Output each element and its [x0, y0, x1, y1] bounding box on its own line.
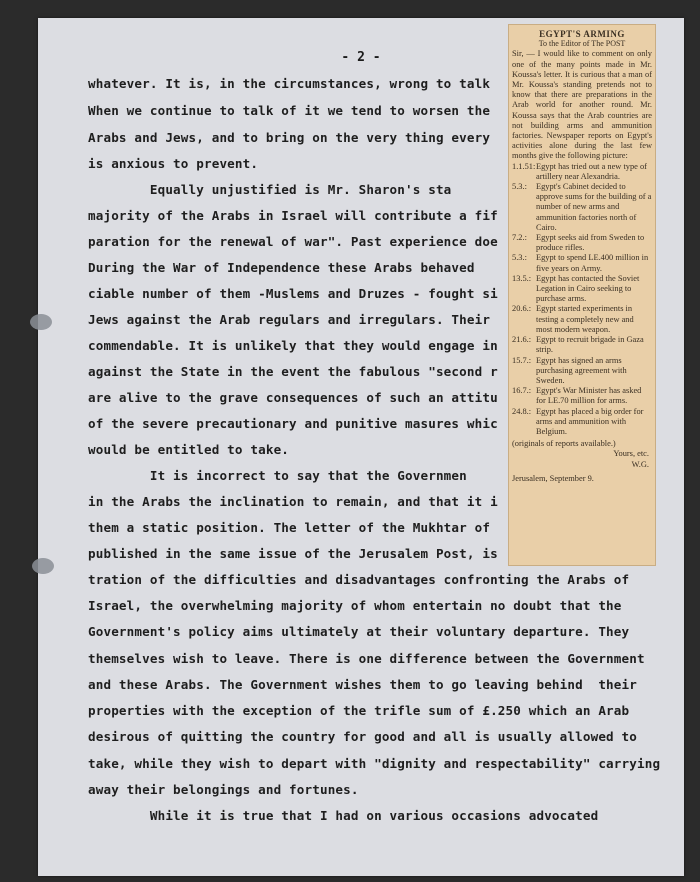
entry-date: 16.7.:: [512, 386, 532, 396]
clipping-entry: [512, 335, 652, 355]
document-page: [38, 18, 684, 876]
typed-line: and these Arabs. The Government wishes them to go leaving behind their: [88, 677, 637, 692]
typed-line: would be entitled to take.: [88, 442, 290, 457]
typed-line: Arabs and Jews, and to bring on the very thing every: [88, 130, 491, 145]
entry-text: Egypt has contacted the Soviet Legation in Cairo seeking to purchase arms.: [536, 273, 640, 304]
entry-text: Egypt started experiments in testing a completely new and most modern weapon.: [536, 304, 634, 334]
typed-line: desirous of quitting the country for good and all is usually allowed to: [88, 729, 637, 744]
typed-line: Jews against the Arab regulars and irregulars. Their: [88, 312, 491, 327]
typed-line: Government's policy aims ultimately at their voluntary departure. They: [88, 624, 630, 639]
typed-line: ciable number of them -Muslems and Druzes - fought si: [88, 286, 498, 301]
clipping-initials: W.G.: [631, 459, 649, 469]
entry-date: 15.7.:: [512, 355, 532, 365]
typed-line: commendable. It is unlikely that they would engage in: [88, 338, 498, 353]
entry-text: Egypt has placed a big order for arms and ammunition with Belgium.: [536, 406, 644, 436]
clipping-title: EGYPT'S ARMING: [539, 29, 625, 39]
entry-text: Egypt's Cabinet decided to approve sums for the building of a number of new arms and ammunition factories north of Cairo.: [536, 182, 652, 232]
typed-line: themselves wish to leave. There is one difference between the Government: [88, 651, 645, 666]
typed-line: majority of the Arabs in Israel will contribute a fif: [88, 208, 498, 223]
clipping-entry: [512, 274, 652, 305]
typed-line: take, while they wish to depart with "dignity and respectability" carrying: [88, 756, 661, 771]
typed-line: against the State in the event the fabulous "second r: [88, 364, 498, 379]
clipping-closing: Yours, etc.: [613, 449, 649, 459]
clipping-entry: [512, 162, 652, 182]
typed-line: is anxious to prevent.: [88, 156, 259, 171]
typed-line: When we continue to talk of it we tend to worsen the: [88, 103, 491, 118]
typed-line: away their belongings and fortunes.: [88, 782, 359, 797]
entry-text: Egypt has signed an arms purchasing agreement with Sweden.: [536, 355, 627, 385]
entry-text: Egypt to recruit brigade in Gaza strip.: [536, 335, 644, 355]
entry-date: 20.6.:: [512, 304, 532, 314]
entry-date: 1.1.51:: [512, 161, 536, 171]
entry-date: 7.2.:: [512, 233, 527, 243]
clipping-note: (originals of reports available.): [512, 439, 616, 449]
entry-date: 5.3.:: [512, 182, 527, 192]
clipping-place-date: Jerusalem, September 9.: [512, 473, 594, 483]
clipping-body: Sir, — I would like to comment on only one of the many points made in Mr. Koussa's letter. It is curious that a man of Mr. Koussa's standing pretends not to know that there are preparations in the Arab world for another round. Mr. Koussa says that the Arab countries are not building arms and ammunition factories. Newspaper reports on Egypt's activities alone during the last few months give the following picture:: [512, 49, 652, 161]
typed-line: It is incorrect to say that the Governmen: [88, 468, 467, 483]
clipping-entry: [512, 386, 652, 406]
page-number: - 2 -: [341, 50, 381, 65]
typed-line: of the severe precautionary and punitive masures whic: [88, 416, 498, 431]
punch-hole-bottom: [32, 558, 54, 574]
clipping-salutation: To the Editor of The POST: [538, 39, 626, 49]
typed-line: Israel, the overwhelming majority of whom entertain no doubt that the: [88, 598, 622, 613]
entry-text: Egypt seeks aid from Sweden to produce rifles.: [536, 233, 645, 253]
entry-date: 21.6.:: [512, 335, 532, 345]
clipping-entry: [512, 182, 652, 233]
clipping-entry: [512, 233, 652, 253]
entry-text: Egypt has tried out a new type of artillery near Alexandria.: [536, 161, 647, 181]
entry-text: Egypt's War Minister has asked for LE.70 million for arms.: [536, 386, 642, 406]
entry-date: 13.5.:: [512, 273, 532, 283]
typed-line: paration for the renewal of war". Past experience doe: [88, 234, 498, 249]
typed-line: During the War of Independence these Arabs behaved: [88, 260, 475, 275]
clipping-entry: [512, 304, 652, 335]
punch-hole-top: [30, 314, 52, 330]
clipping-entry: [512, 253, 652, 273]
typed-line: properties with the exception of the trifle sum of £.250 which an Arab: [88, 703, 630, 718]
typed-line: whatever. It is, in the circumstances, wrong to talk: [88, 76, 491, 91]
typed-line: published in the same issue of the Jerusalem Post, is: [88, 546, 498, 561]
typed-line: them a static position. The letter of the Mukhtar of: [88, 520, 491, 535]
entry-date: 5.3.:: [512, 253, 527, 263]
entry-date: 24.8.:: [512, 406, 532, 416]
clipping-entry: [512, 407, 652, 438]
typed-line: in the Arabs the inclination to remain, and that it i: [88, 494, 498, 509]
entry-text: Egypt to spend LE.400 million in five years on Army.: [536, 253, 649, 273]
clipping-entry: [512, 356, 652, 387]
clipping-entries: [509, 162, 655, 437]
typed-line: are alive to the grave consequences of such an attitu: [88, 390, 498, 405]
typed-line: Equally unjustified is Mr. Sharon's sta: [88, 182, 452, 197]
newspaper-clipping: [508, 24, 656, 566]
typed-line: While it is true that I had on various occasions advocated: [88, 808, 599, 823]
typed-line: tration of the difficulties and disadvantages confronting the Arabs of: [88, 572, 630, 587]
